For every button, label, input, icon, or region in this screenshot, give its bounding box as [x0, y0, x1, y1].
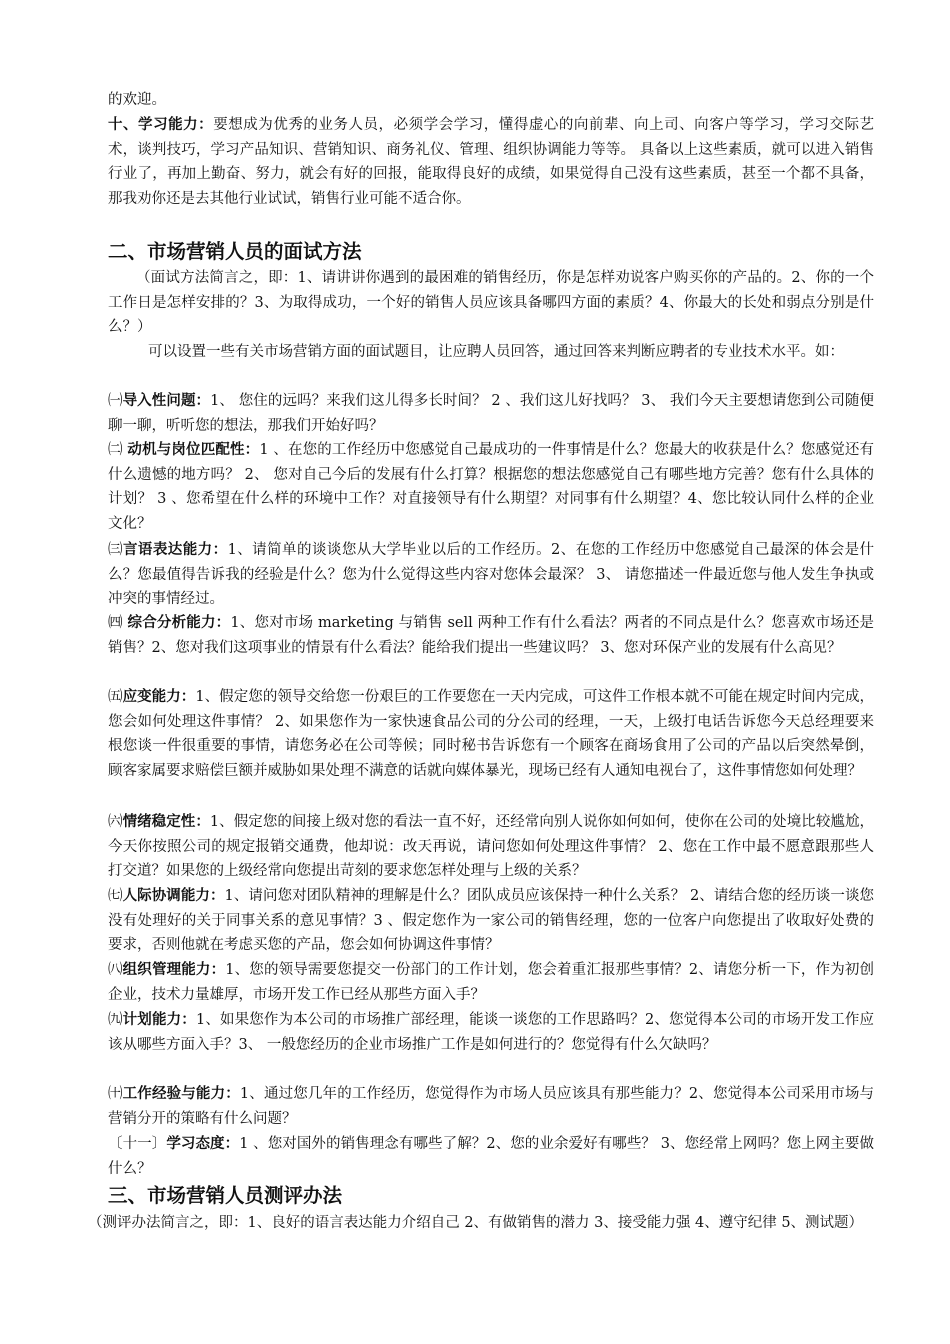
item-1-text: 1、 您住的远吗？来我们这儿得多长时间？ 2 、我们这儿好找吗？ 3、 我们今天主要想请您到公司随便聊一聊，听听您的想法，那我们开始好吗？ — [108, 393, 875, 434]
item-3-label: 言语表达能力： — [122, 541, 228, 558]
item-4-label: 综合分析能力： — [127, 614, 231, 631]
intro-tail-text: 的欢迎。 — [108, 92, 166, 108]
interview-intro: 可以设置一些有关市场营销方面的面试题目，让应聘人员回答，通过回答来判断应聘者的专业技术水平。如： — [148, 344, 844, 360]
heading-evaluation-methods: 三、市场营销人员测评办法 — [108, 1184, 343, 1207]
item-3 — [108, 538, 874, 612]
item-2-prefix: ㈡ — [108, 442, 128, 458]
item-10 — [108, 1082, 874, 1131]
item-8-prefix: ㈧ — [108, 962, 123, 978]
item-6 — [108, 810, 874, 884]
item-11 — [108, 1132, 874, 1181]
interview-summary: （面试方法简言之，即：1、请讲讲你遇到的最困难的销售经历，你是怎样劝说客户购买你的产品的。2、你的一个工作日是怎样安排的？3、为取得成功，一个好的销售人员应该具备哪四方面的素质？4、你最大的长处和弱点分别是什么？） — [108, 270, 874, 336]
item-5-text: 1、假定您的领导交给您一份艰巨的工作要您在一天内完成，可这件工作根本就不可能在规定时间内完成，您会如何处理这件事情？ 2、如果您作为一家快速食品公司的分公司的经理，一天，上级打电话告诉您今天总经理要来根您谈一件很重要的事情，请您务必在公司等候；同时秘书告诉您有一个顾客在商场食用了公司的产品以后突然晕倒，顾客家属要求赔偿巨额并威胁如果处理不满意的话就向媒体暴光，现场已经有人通知电视台了，这件事情您如何处理？ — [108, 689, 874, 779]
item-11-prefix: 〔十一〕 — [108, 1136, 167, 1152]
section-10-paragraph — [108, 113, 874, 211]
item-5-label: 应变能力： — [122, 688, 196, 705]
item-7-prefix: ㈦ — [108, 888, 123, 904]
item-1-label: 导入性问题： — [122, 392, 211, 409]
item-1 — [108, 389, 874, 438]
item-4-text: 1、您对市场 marketing 与销售 sell 两种工作有什么看法？两者的不同点是什么？您喜欢市场还是销售？2、您对我们这项事业的情景有什么看法？能给我们提出一些建议吗？ 3、您对环保产业的发展有什么高见？ — [108, 615, 875, 656]
item-6-label: 情绪稳定性： — [122, 813, 210, 830]
item-10-prefix: ㈩ — [108, 1086, 123, 1102]
item-10-text: 1、通过您几年的工作经历，您觉得作为市场人员应该具有那些能力？2、您觉得本公司采用市场与营销分开的策略有什么问题？ — [108, 1086, 875, 1127]
item-3-text: 1、请简单的谈谈您从大学毕业以后的工作经历。2、在您的工作经历中您感觉自己最深的体会是什么？您最值得告诉我的经验是什么？您为什么觉得这些内容对您体会最深？ 3、 请您描述一件最近您与他人发生争执或冲突的事情经过。 — [108, 542, 875, 608]
item-9 — [108, 1008, 874, 1057]
item-5 — [108, 685, 874, 783]
item-2 — [108, 438, 874, 536]
item-2-label: 动机与岗位匹配性： — [127, 441, 260, 458]
item-5-prefix: ㈤ — [108, 689, 123, 705]
item-3-prefix: ㈢ — [108, 542, 123, 558]
eval-summary: （测评办法简言之，即：1、良好的语言表达能力介绍自己 2、有做销售的潜力 3、接受能力强 4、遵守纪律 5、测试题） — [88, 1215, 864, 1231]
item-9-prefix: ㈨ — [108, 1012, 123, 1028]
heading-interview-methods: 二、市场营销人员的面试方法 — [108, 240, 362, 263]
item-2-text: 1 、在您的工作经历中您感觉自己最成功的一件事情是什么？您最大的收获是什么？您感觉还有什么遗憾的地方吗？ 2、 您对自己今后的发展有什么打算？根据您的想法您感觉自己有哪些地方完善？您有什么具体的计划？ 3 、您希望在什么样的环境中工作？对直接领导有什么期望？对同事有什么期望？4、您比较认同什么样的企业文化？ — [108, 442, 875, 532]
item-6-prefix: ㈥ — [108, 814, 123, 830]
section-10-text: 要想成为优秀的业务人员，必须学会学习，懂得虚心的向前辈、向上司、向客户等学习，学习交际艺术，谈判技巧，学习产品知识、营销知识、商务礼仪、管理、组织协调能力等等。 具备以上这些素质，就可以进入销售行业了，再加上勤奋、努力，就会有好的回报，能取得良好的成绩，如果觉得自己没有这些素质，甚至一个都不具备，那我劝你还是去其他行业试试，销售行业可能不适合你。 — [108, 117, 875, 207]
item-7 — [108, 884, 874, 958]
item-9-text: 1、如果您作为本公司的市场推广部经理，能谈一谈您的工作思路吗？2、您觉得本公司的市场开发工作应该从哪些方面入手？3、 一般您经历的企业市场推广工作是如何进行的？您觉得有什么欠缺吗？ — [108, 1012, 875, 1053]
item-9-label: 计划能力： — [122, 1011, 196, 1028]
item-8-text: 1、您的领导需要您提交一份部门的工作计划，您会着重汇报那些事情？2、请您分析一下，作为初创企业，技术力量雄厚，市场开发工作已经从那些方面入手？ — [108, 962, 875, 1003]
item-4 — [108, 611, 874, 660]
section-10-label: 十、学习能力： — [108, 116, 214, 133]
item-10-label: 工作经验与能力： — [122, 1085, 240, 1102]
item-11-label: 学习态度： — [166, 1135, 240, 1152]
intro-tail-paragraph — [108, 88, 874, 113]
item-7-label: 人际协调能力： — [122, 887, 225, 904]
item-8-label: 组织管理能力： — [122, 961, 226, 978]
item-8 — [108, 958, 874, 1007]
item-6-text: 1、假定您的间接上级对您的看法一直不好，还经常向别人说你如何如何，使你在公司的处境比较尴尬，今天你按照公司的规定报销交通费，他却说：改天再说，请问您如何处理这件事情？ 2、您在工作中最不愿意跟那些人打交道？如果您的上级经常向您提出苛刻的要求您怎样处理与上级的关系？ — [108, 814, 875, 880]
item-11-text: 1 、您对国外的销售理念有哪些了解？2、您的业余爱好有哪些？ 3、您经常上网吗？您上网主要做什么？ — [108, 1136, 875, 1177]
item-4-prefix: ㈣ — [108, 615, 128, 631]
item-1-prefix: ㈠ — [108, 393, 123, 409]
item-7-text: 1、请问您对团队精神的理解是什么？团队成员应该保持一种什么关系？ 2、请结合您的经历谈一谈您没有处理好的关于同事关系的意见事情？3 、假定您作为一家公司的销售经理，您的一位客户向您提出了收取好处费的要求，否则他就在考虑买您的产品，您会如何协调这件事情？ — [108, 888, 875, 954]
